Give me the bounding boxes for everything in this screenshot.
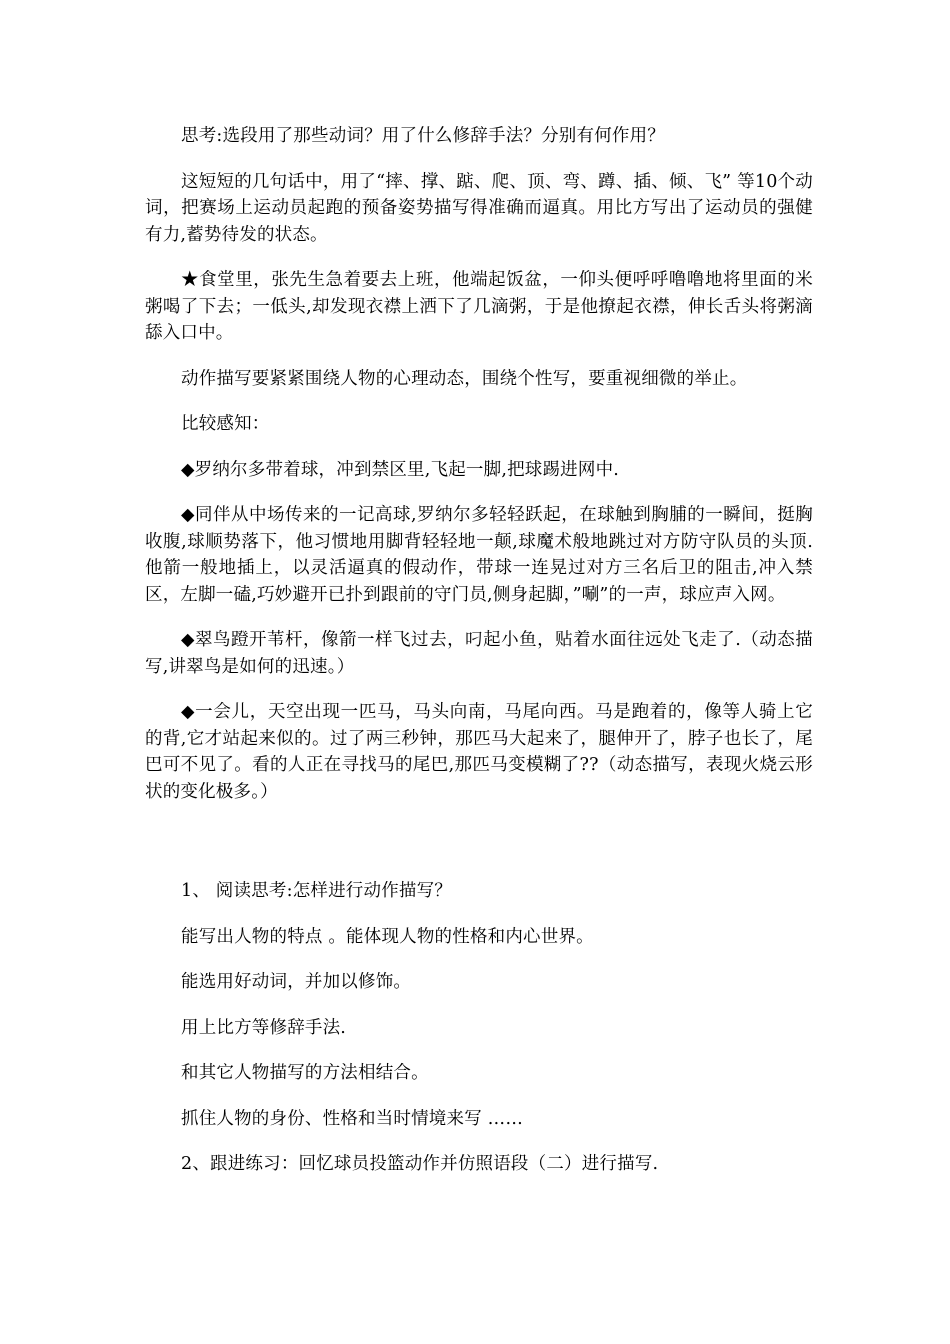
answer-line-1: 能写出人物的特点 。能体现人物的性格和内心世界。 — [181, 926, 594, 947]
section-spacer — [145, 805, 813, 878]
answer-line-5: 抓住人物的身份、性格和当时情境来写 …… — [181, 1108, 524, 1129]
spacer — [145, 392, 813, 411]
compare-heading: 比较感知： — [181, 414, 270, 434]
practice-task: 2、跟进练习：回忆球员投篮动作并仿照语段（二）进行描写. — [181, 1154, 659, 1174]
spacer — [145, 608, 813, 627]
spacer — [145, 905, 813, 924]
reading-question: 1、 阅读思考:怎样进行动作描写？ — [181, 881, 452, 901]
spacer — [145, 1087, 813, 1106]
answer-line-3: 用上比方等修辞手法. — [181, 1017, 347, 1038]
spacer — [145, 150, 813, 169]
analysis-paragraph: 这短短的几句话中，用了“摔、撑、踮、爬、顶、弯、蹲、插、倾、飞” 等10个动词，把赛场上运动员起跑的预备姿势描写得准确而逼真。用比方写出了运动员的强健有力,蓄势待发的状态。 — [145, 171, 813, 245]
example-paragraph-1: ◆罗纳尔多带着球，冲到禁区里,飞起一脚,把球踢进网中. — [181, 459, 620, 480]
spacer — [145, 347, 813, 366]
example-paragraph-3: ◆翠鸟蹬开苇杆，像箭一样飞过去，叼起小鱼，贴着水面往远处飞走了.（动态描写,讲翠鸟是如何的迅速。） — [145, 630, 813, 677]
spacer — [145, 996, 813, 1015]
spacer — [145, 950, 813, 969]
answer-line-2: 能选用好动词，并加以修饰。 — [181, 972, 412, 992]
example-paragraph-star: ★食堂里，张先生急着要去上班，他端起饭盆，一仰头便呼呼噜噜地将里面的米粥喝了下去；一低头,却发现衣襟上洒下了几滴粥，于是他撩起衣襟，伸长舌头将粥滴舔入口中。 — [145, 270, 813, 343]
example-paragraph-2: ◆同伴从中场传来的一记高球,罗纳尔多轻轻跃起，在球触到胸脯的一瞬间，挺胸收腹,球顺势落下，他习惯地用脚背轻轻地一颠,球魔术般地跳过对方防守队员的头顶.他箭一般地插上，以灵活逼真的假动作，带球一连晃过对方三名后卫的阻击,冲入禁区，左脚一磕,巧妙避开已扑到跟前的守门员,侧身起脚，”唰”的一声，球应声入网。 — [145, 505, 813, 605]
spacer — [145, 1132, 813, 1151]
example-paragraph-4: ◆一会儿，天空出现一匹马，马头向南，马尾向西。马是跑着的，像等人骑上它的背,它才站起来似的。过了两三秒钟，那匹马大起来了，腿伸开了，脖子也长了，尾巴可不见了。看的人正在寻找马的尾巴,那匹马变模糊了??（动态描写，表现火烧云形状的变化极多。） — [145, 702, 813, 802]
spacer — [145, 680, 813, 699]
spacer — [145, 483, 813, 502]
question-paragraph: 思考:选段用了那些动词？用了什么修辞手法？分别有何作用？ — [181, 126, 665, 146]
spacer — [145, 438, 813, 457]
principle-paragraph: 动作描写要紧紧围绕人物的心理动态，围绕个性写，要重视细微的举止。 — [181, 368, 748, 389]
spacer — [145, 1041, 813, 1060]
answer-line-4: 和其它人物描写的方法相结合。 — [181, 1063, 429, 1083]
document-body — [145, 123, 813, 1178]
spacer — [145, 248, 813, 267]
